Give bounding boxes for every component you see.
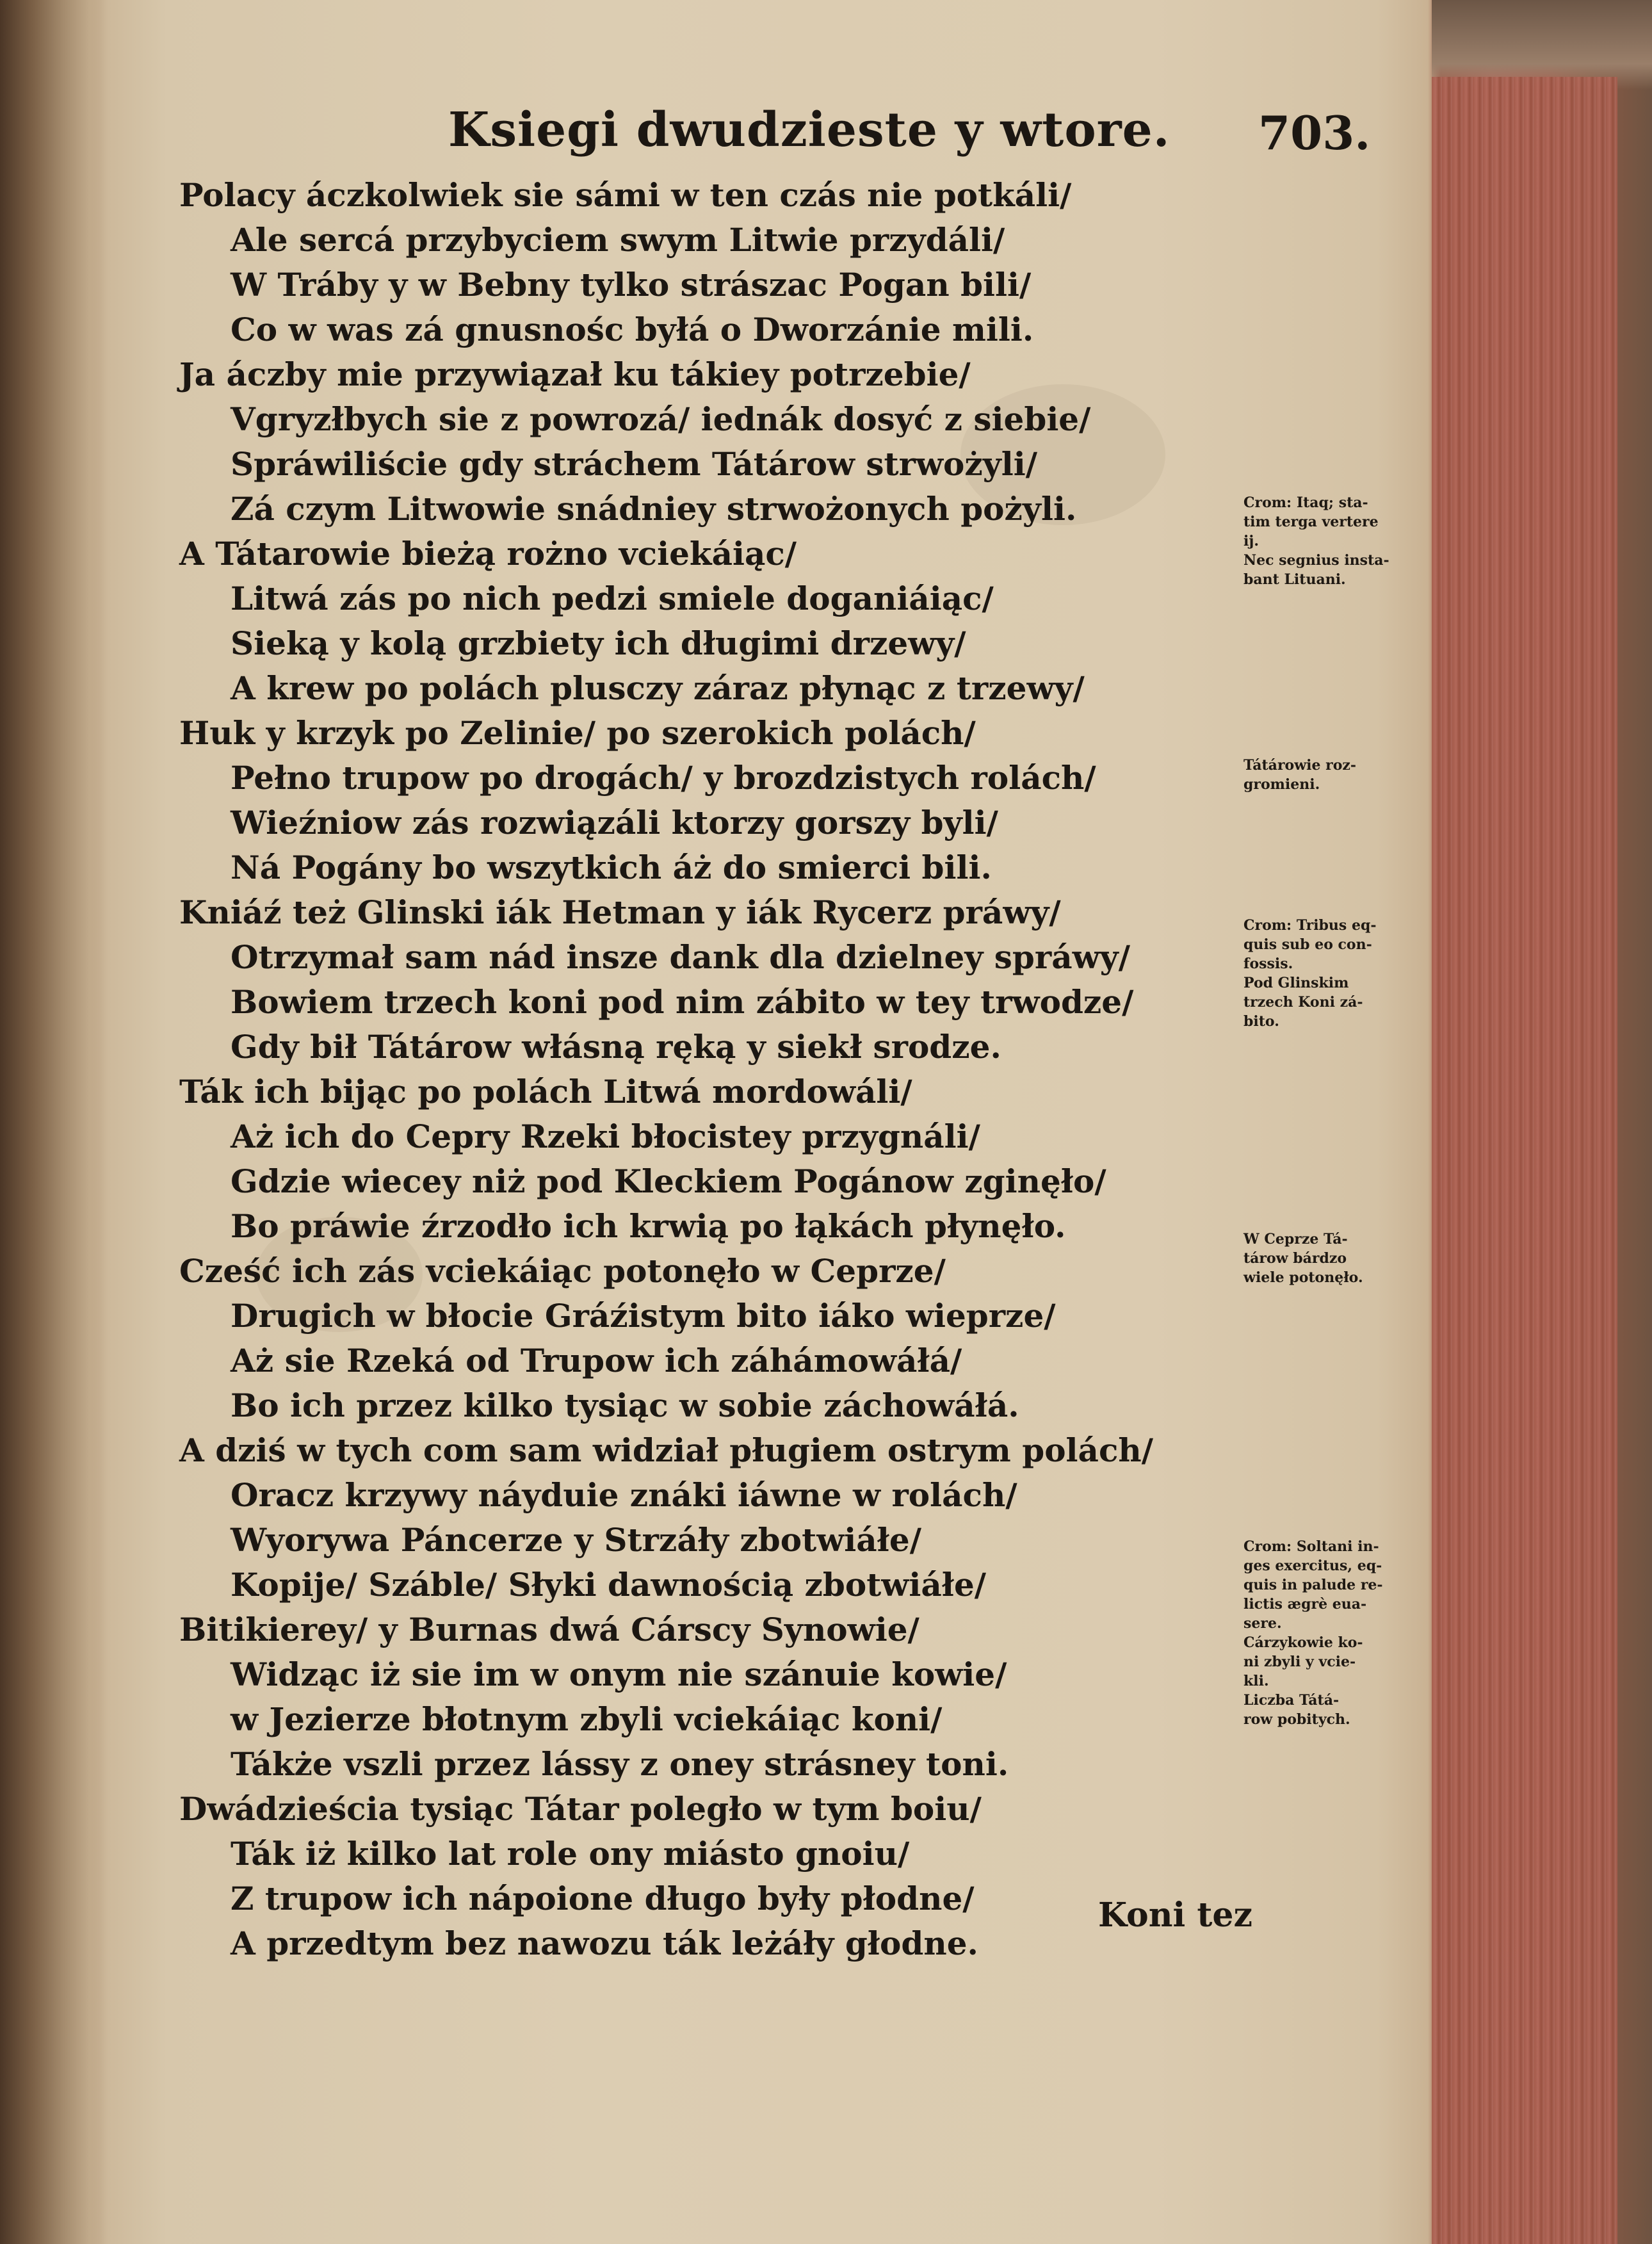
verse-line: Aż sie Rzeká od Trupow ich záhámowáłá/ [231,1342,962,1379]
gloss-line: kli. [1243,1673,1269,1689]
verse-line: Gdzie wiecey niż pod Kleckiem Pogánow zginęło/ [231,1162,1106,1200]
gloss-line: Cárzykowie ko- [1243,1634,1363,1651]
verse-line: Bo práwie źrzodło ich krwią po łąkách płynęło. [231,1207,1066,1245]
verse-line: Aż ich do Cepry Rzeki błocistey przygnáli/ [231,1118,980,1155]
marginal-gloss [1243,493,1410,589]
verse-line: A Tátarowie bieżą rożno vciekáiąc/ [179,535,797,573]
verse-line: w Jezierze błotnym zbyli vciekáiąc koni/ [231,1700,943,1738]
verse-line: Dwádzieścia tysiąc Tátar poległo w tym boiu/ [179,1790,982,1828]
verse-line: Wieźniow zás rozwiązáli ktorzy gorszy byli/ [231,804,998,842]
verse-line: Otrzymał sam nád insze dank dla dzielney spráwy/ [231,938,1130,976]
gloss-line: Crom: Soltani in- [1243,1538,1379,1555]
marginal-gloss [1243,1230,1410,1287]
gloss-line: bant Lituani. [1243,571,1346,588]
verse-line: Ták ich bijąc po polách Litwá mordowáli/ [179,1073,912,1110]
gloss-line: Nec segnius insta- [1243,552,1389,569]
verse-line: A krew po polách plusczy záraz płynąc z trzewy/ [231,669,1085,707]
marginal-gloss [1243,916,1410,1031]
gloss-line: tárow bárdzo [1243,1250,1347,1267]
gloss-line: ij. [1243,533,1259,549]
verse-line: Sieką y kolą grzbiety ich długimi drzewy/ [231,624,966,662]
verse-line: Polacy áczkolwiek sie sámi w ten czás nie potkáli/ [179,176,1072,214]
red-page-fore-edge [1432,77,1617,2244]
verse-line: Zá czym Litwowie snádniey strwożonych pożyli. [231,490,1077,528]
verse-line: Z trupow ich nápoione długo były płodne/ [231,1880,975,1917]
gloss-line: Tátárowie roz- [1243,757,1357,774]
verse-line: Huk y krzyk po Zelinie/ po szerokich polách/ [179,714,976,752]
gloss-line: ni zbyli y vcie- [1243,1654,1356,1670]
marginal-gloss [1243,756,1410,794]
marginal-gloss [1243,1537,1410,1729]
gloss-line: ges exercitus, eq- [1243,1557,1382,1574]
verse-line: A dziś w tych com sam widział pługiem ostrym polách/ [179,1431,1153,1469]
verse-line: Co w was zá gnusnośc byłá o Dworzánie mili. [231,311,1034,348]
verse-line: Kopije/ Száble/ Słyki dawnością zbotwiáłe/ [231,1566,987,1604]
gloss-line: wiele potonęło. [1243,1269,1363,1286]
left-page-gutter [0,0,106,2244]
verse-line: Bo ich przez kilko tysiąc w sobie záchowáłá. [231,1386,1019,1424]
verse-line: Cześć ich zás vciekáiąc potonęło w Ceprze/ [179,1252,946,1290]
gloss-line: sere. [1243,1615,1282,1632]
verse-line: W Tráby y w Bebny tylko strászac Pogan bili/ [231,266,1032,304]
verse-line: Litwá zás po nich pedzi smiele doganiáiąc/ [231,580,994,617]
verse-line: Bitikierey/ y Burnas dwá Cárscy Synowie/ [179,1611,919,1648]
gloss-line: Pod Glinskim [1243,975,1349,991]
verse-line: Gdy bił Tátárow włásną ręką y siekł srodze. [231,1028,1001,1066]
gloss-line: fossis. [1243,955,1293,972]
gloss-line: bito. [1243,1013,1279,1030]
verse-line: Vgryzłbych sie z powrozá/ iednák dosyć z siebie/ [231,400,1091,438]
verse-line: Kniáź też Glinski iák Hetman y iák Rycerz práwy/ [179,893,1061,931]
gloss-line: W Ceprze Tá- [1243,1231,1348,1248]
gloss-line: lictis ægrè eua- [1243,1596,1367,1613]
verse-line: Drugich w błocie Gráźistym bito iáko wieprze/ [231,1297,1056,1335]
gloss-line: trzech Koni zá- [1243,994,1363,1011]
verse-line: Bowiem trzech koni pod nim zábito w tey trwodze/ [231,983,1134,1021]
verse-line: Ale sercá przybyciem swym Litwie przydáli/ [231,221,1005,259]
verse-line: Wyorywa Páncerze y Strzáły zbotwiáłe/ [231,1521,921,1559]
gloss-line: tim terga vertere [1243,514,1379,530]
gloss-line: quis in palude re- [1243,1577,1383,1593]
gloss-line: gromieni. [1243,776,1320,793]
verse-line: Tákże vszli przez lássy z oney strásney toni. [231,1745,1009,1783]
verse-line: Ja áczby mie przywiązał ku tákiey potrzebie/ [179,355,971,393]
gloss-line: row pobitych. [1243,1711,1350,1728]
page-number: 703. [1258,106,1371,160]
gloss-line: Liczba Tátá- [1243,1692,1340,1709]
page-fore-edge-top [1432,0,1652,90]
gloss-line: Crom: Itaq; sta- [1243,494,1368,511]
running-head: Ksiegi dwudzieste y wtore. [448,102,1170,158]
gloss-line: Crom: Tribus eq- [1243,917,1377,934]
verse-line: Oracz krzywy náyduie znáki iáwne w rolách/ [231,1476,1017,1514]
catchword: Koni tez [1098,1896,1253,1935]
verse-line: Spráwiliście gdy stráchem Tátárow strwożyli/ [231,445,1038,483]
verse-line: Ná Pogány bo wszytkich áż do smierci bili. [231,849,992,886]
verse-line: Widząc iż sie im w onym nie szánuie kowie/ [231,1655,1007,1693]
gloss-line: quis sub eo con- [1243,936,1372,953]
verse-line: Ták iż kilko lat role ony miásto gnoiu/ [231,1835,910,1873]
verse-line: A przedtym bez nawozu ták leżáły głodne. [231,1924,978,1962]
verse-line: Pełno trupow po drogách/ y brozdzistych rolách/ [231,759,1096,797]
verse-block [179,173,1153,1966]
